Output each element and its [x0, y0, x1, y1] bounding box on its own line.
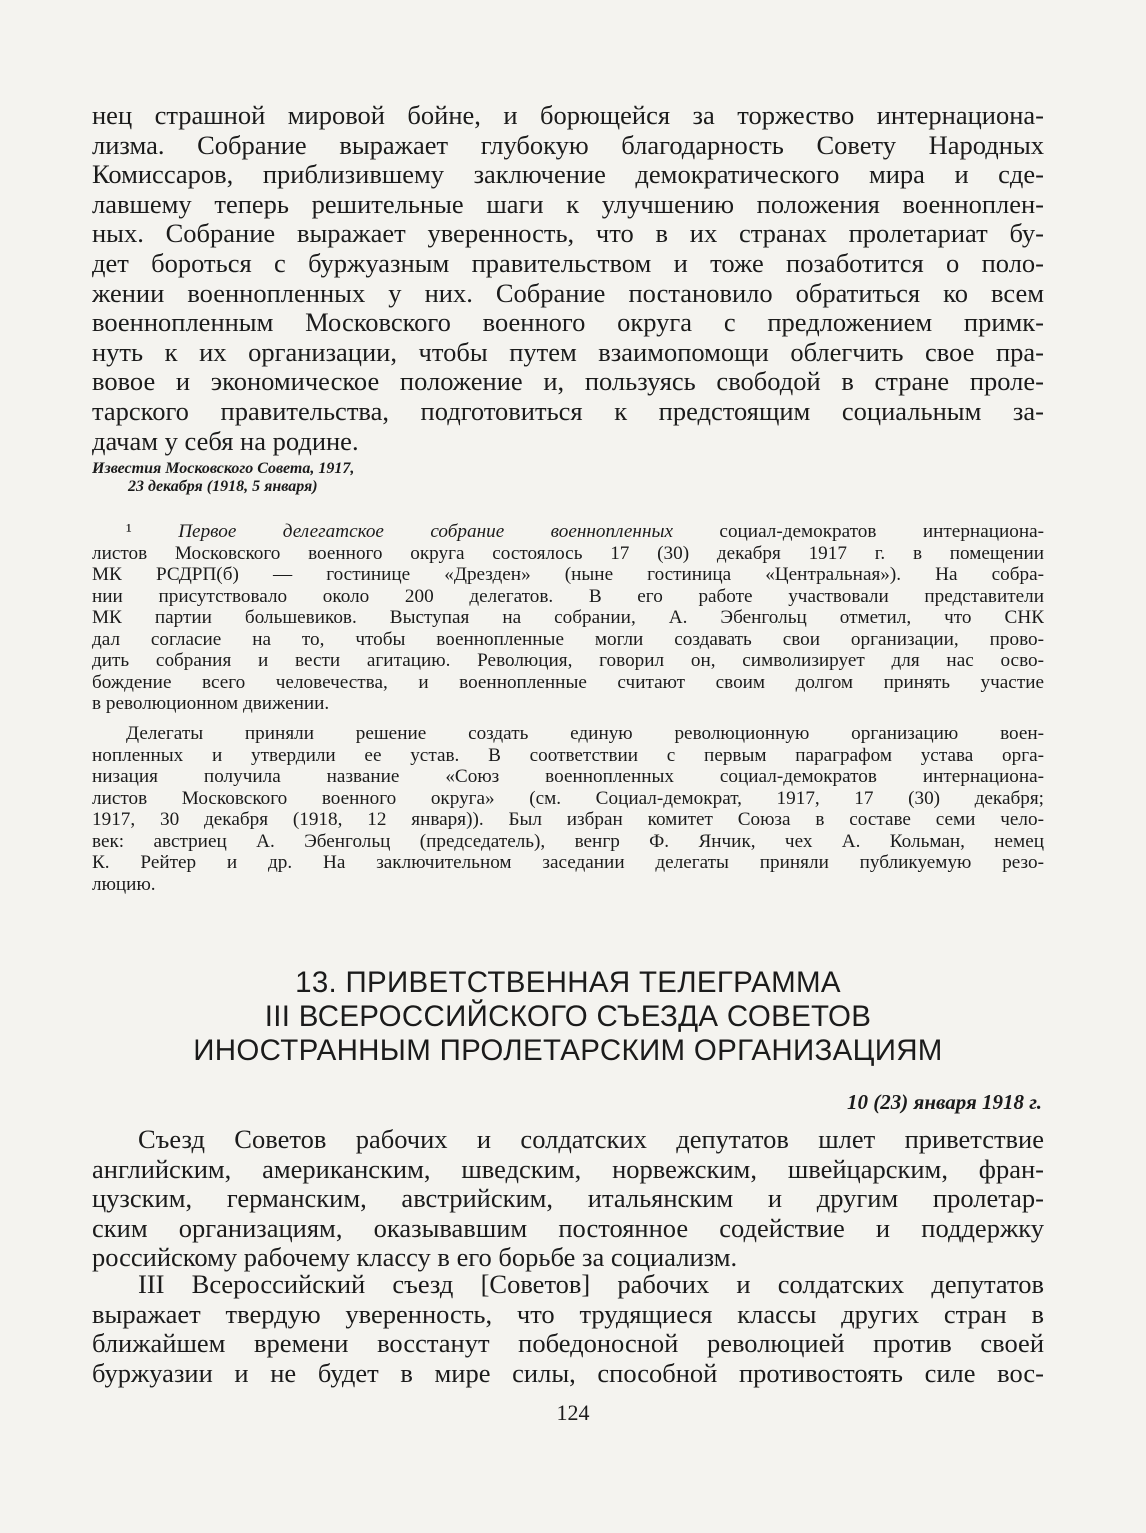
footnote-line: нопленных и утвердили ее устав. В соответствии с первым параграфом устава орга- — [92, 744, 1044, 766]
heading-line: 13. ПРИВЕТСТВЕННАЯ ТЕЛЕГРАММА — [295, 966, 841, 999]
text-line: III Всероссийский съезд [Советов] рабочих и солдатских депутатов — [138, 1270, 1044, 1299]
footnote-line: дить собрания и вести агитацию. Революция, говорил он, символизирует для нас осво- — [92, 650, 1044, 671]
text-line: вовое и экономическое положение и, пользуясь свободой в стране проле- — [92, 367, 1044, 397]
heading-line: ИНОСТРАННЫМ ПРОЛЕТАРСКИМ ОРГАНИЗАЦИЯМ — [193, 1034, 943, 1067]
page-number: 124 — [556, 1400, 590, 1425]
footnote-line: низация получила название «Союз военнопленных социал-демократов интернациона- — [92, 766, 1044, 787]
document-date: 10 (23) января 1918 г. — [847, 1090, 1042, 1114]
top-paragraph — [92, 101, 1044, 456]
footnote-marker: ¹ — [126, 521, 132, 542]
text-line: жении военнопленных у них. Собрание постановило обратиться ко всем — [92, 278, 1044, 308]
footnote-line: МК партии большевиков. Выступая на собрании, А. Эбенгольц отметил, что СНК — [92, 607, 1044, 628]
text-line: английским, американским, шведским, норвежским, швейцарским, фран- — [92, 1154, 1044, 1184]
footnote-line: люцию. — [92, 873, 156, 895]
text-line: лизма. Собрание выражает глубокую благодарность Совету Народных — [92, 130, 1044, 160]
footnote-line: век: австриец А. Эбенгольц (председатель), венгр Ф. Янчик, чех А. Кольман, немец — [92, 830, 1044, 852]
text-line: нец страшной мировой бойне, и борющейся за торжество интернациона- — [92, 101, 1044, 130]
text-line: буржуазии и не будет в мире силы, способной противостоять силе вос- — [92, 1358, 1044, 1388]
text-line: ных. Собрание выражает уверенность, что в их странах пролетариат бу- — [92, 219, 1044, 249]
text-line: Комиссаров, приблизившему заключение демократического мира и сде- — [92, 160, 1044, 190]
text-line: дачам у себя на родине. — [92, 426, 359, 456]
footnote-line: дал согласие на то, чтобы военнопленные могли создавать свои организации, прово- — [92, 628, 1044, 650]
footnote-line: 1917, 30 декабря (1918, 12 января)). Был избран комитет Союза в составе семи чело- — [92, 809, 1044, 830]
footnote-line: Делегаты приняли решение создать единую революционную организацию воен- — [126, 723, 1044, 744]
text-line: цузским, германским, австрийским, итальянским и другим пролетар- — [92, 1184, 1044, 1214]
paragraph-greeting — [92, 1125, 1044, 1273]
footnote-line: К. Рейтер и др. На заключительном заседании делегаты приняли публикуемую резо- — [92, 852, 1044, 873]
footnote-line: нии присутствовало около 200 делегатов. В его работе участвовали представители — [92, 585, 1044, 607]
source-citation — [92, 460, 1044, 496]
text-line: ским организациям, оказывавшим постоянное содействие и поддержку — [92, 1213, 1044, 1243]
source-line: 23 декабря (1918, 5 января) — [128, 478, 318, 495]
text-line: нуть к их организации, чтобы путем взаимопомощи облегчить свое пра- — [92, 337, 1044, 367]
footnote-first-rest: социал-демократов интернациона- — [719, 521, 1044, 542]
footnote-first-line — [92, 521, 1044, 543]
section-heading — [92, 966, 1044, 1068]
text-line: тарского правительства, подготовиться к предстоящим социальным за- — [92, 396, 1044, 426]
footnote-line: МК РСДРП(б) — гостинице «Дрезден» (ныне гостиница «Центральная»). На собра- — [92, 564, 1044, 585]
heading-line: III ВСЕРОССИЙСКОГО СЪЕЗДА СОВЕТОВ — [264, 1000, 872, 1033]
text-line: ближайшем времени восстанут победоносной революцией против своей — [92, 1329, 1044, 1359]
footnote-line: листов Московского военного округа состоялось 17 (30) декабря 1917 г. в помещении — [92, 542, 1044, 564]
text-line: российскому рабочему классу в его борьбе за социализм. — [92, 1243, 738, 1273]
text-line: Съезд Советов рабочих и солдатских депутатов шлет приветствие — [138, 1125, 1044, 1154]
text-line: выражает твердую уверенность, что трудящиеся классы других стран в — [92, 1299, 1044, 1329]
source-line: Известия Московского Совета, 1917, — [92, 460, 355, 477]
paragraph-confidence — [92, 1270, 1044, 1388]
footnote-line: бождение всего человечества, и военнопленные считают своим долгом принять участие — [92, 671, 1044, 693]
text-line: военнопленным Московского военного округа с предложением примк- — [92, 308, 1044, 338]
footnote-italic-lead: Первое делегатское собрание военнопленных — [178, 521, 673, 542]
footnote-line: в революционном движении. — [92, 693, 330, 714]
footnote-line: листов Московского военного округа» (см. Социал-демократ, 1917, 17 (30) декабря; — [92, 787, 1044, 809]
footnote-1 — [92, 521, 1044, 715]
footnote-2 — [92, 723, 1044, 895]
text-line: лавшему теперь решительные шаги к улучшению положения военноплен- — [92, 189, 1044, 219]
text-line: дет бороться с буржуазным правительством и тоже позаботится о поло- — [92, 248, 1044, 278]
